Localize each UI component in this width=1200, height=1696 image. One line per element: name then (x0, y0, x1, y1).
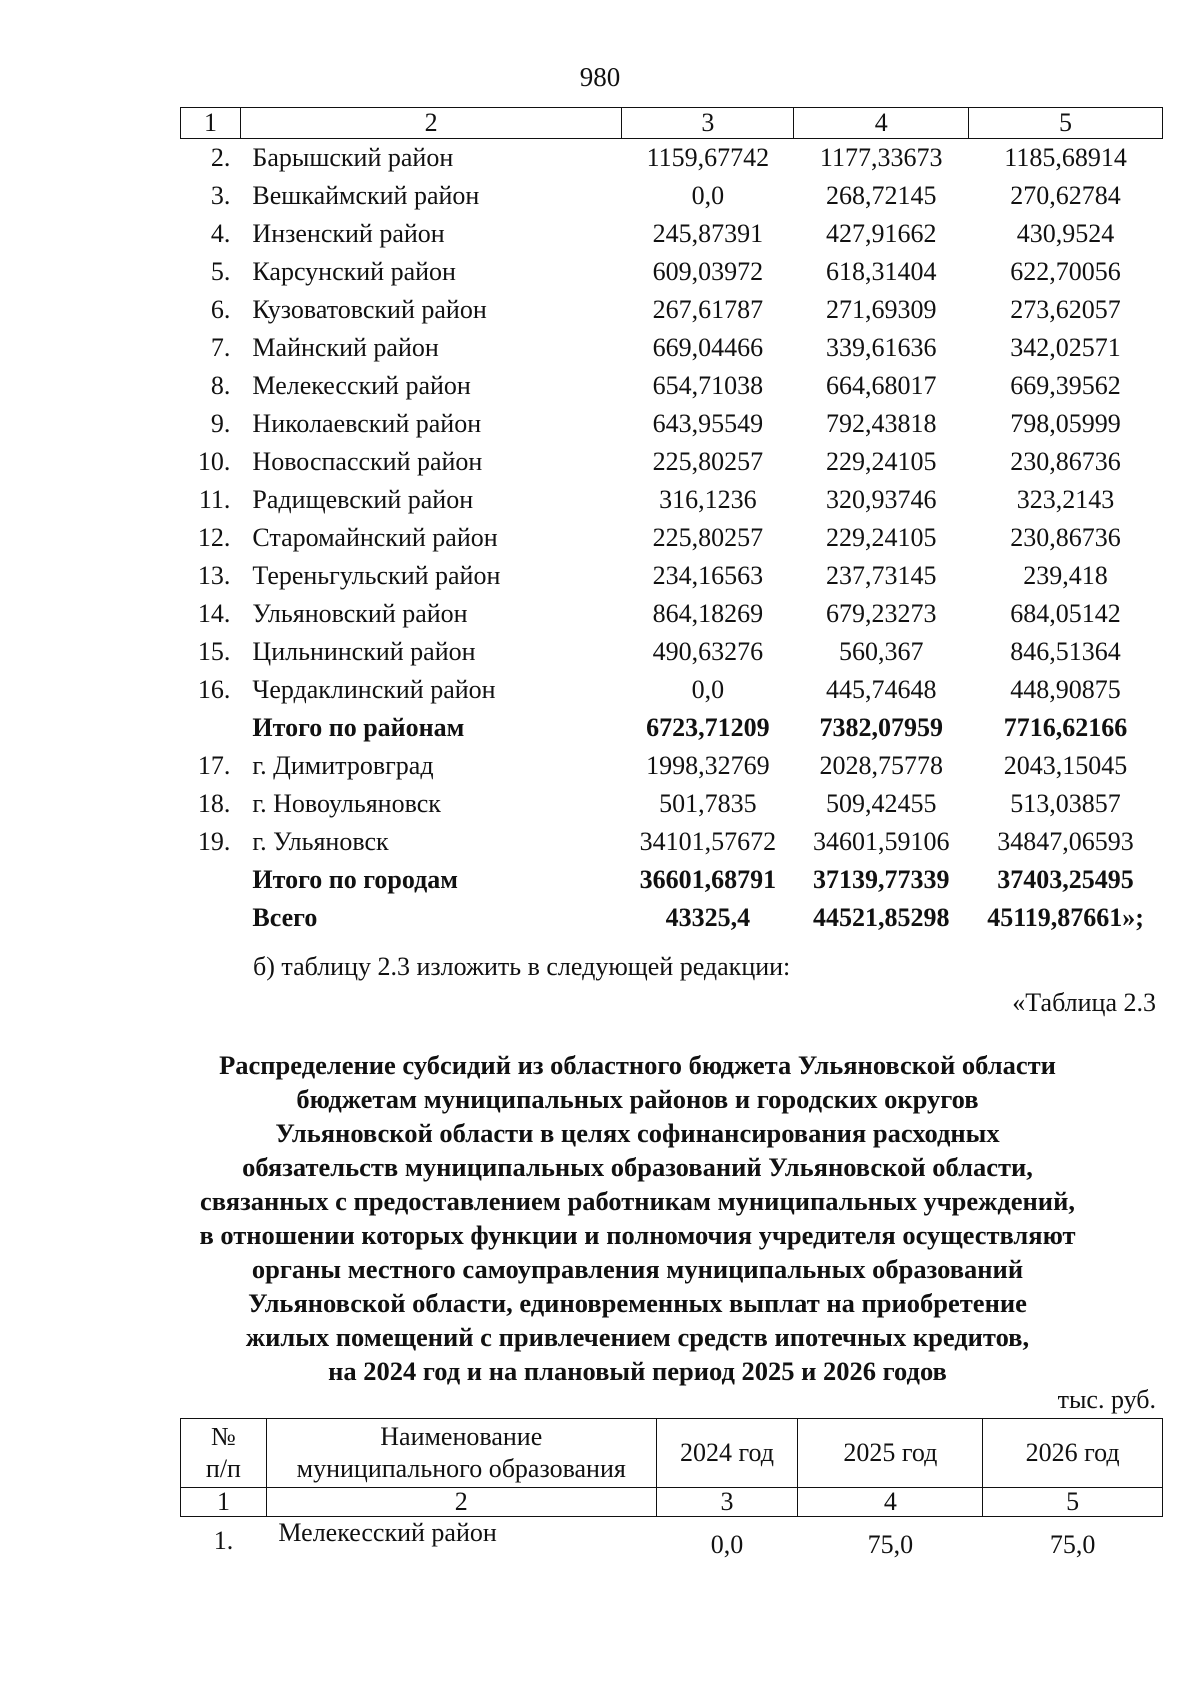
value-2026: 513,03857 (1010, 789, 1121, 818)
value-2025: 37139,77339 (812, 865, 950, 894)
value-2024: 669,04466 (652, 333, 764, 362)
column-number: 2 (240, 108, 622, 139)
value-2025: 679,23273 (825, 599, 937, 628)
value-2025: 664,68017 (825, 371, 937, 400)
municipality-name: Итого по районам (252, 713, 465, 742)
value-2025: 445,74648 (825, 675, 937, 704)
row-number: 4. (210, 219, 231, 248)
total-row (181, 899, 1163, 937)
unit-label: тыс. руб. (1057, 1385, 1156, 1414)
municipality-name: Новоспасский район (252, 447, 483, 476)
title-line: на 2024 год и на плановый период 2025 и 2026 годов (328, 1356, 947, 1386)
row-number: 1. (213, 1526, 234, 1555)
title-line: обязательств муниципальных образований Ульяновской области, (242, 1152, 1033, 1182)
row-number: 2. (210, 143, 231, 172)
table-body (181, 139, 1163, 938)
value-2024: 316,1236 (659, 485, 757, 514)
row-number: 13. (197, 561, 231, 590)
table-label: «Таблица 2.3 (1012, 988, 1156, 1017)
municipality-name: Радищевский район (252, 485, 474, 514)
column-number: 3 (656, 1488, 798, 1517)
value-2024: 6723,71209 (646, 713, 770, 742)
header-row (181, 1419, 1163, 1488)
title-line: связанных с предоставлением работникам муниципальных учреждений, (200, 1186, 1075, 1216)
column-number: 4 (794, 108, 969, 139)
row-number: 18. (197, 789, 231, 818)
row-number: 9. (210, 409, 231, 438)
row-number: 10. (197, 447, 231, 476)
table-row (181, 139, 1163, 178)
row-number: 3. (210, 181, 231, 210)
value-2026: 239,418 (1023, 561, 1108, 590)
table-row (181, 519, 1163, 557)
value-2025: 1177,33673 (819, 143, 943, 172)
column-number: 3 (622, 108, 794, 139)
municipality-name: Майнский район (252, 333, 439, 362)
municipality-name: г. Новоульяновск (252, 789, 441, 818)
table-row (181, 747, 1163, 785)
row-number (181, 899, 241, 937)
value-2025: 229,24105 (825, 523, 937, 552)
title-line: Ульяновской области в целях софинансирования расходных (275, 1118, 1000, 1148)
municipality-name: Мелекесский район (278, 1518, 497, 1547)
value-2025: 560,367 (838, 637, 924, 666)
municipality-name: Цильнинский район (252, 637, 476, 666)
header-2025: 2025 год (798, 1419, 983, 1488)
page-number: 980 (579, 62, 621, 92)
value-2026: 622,70056 (1010, 257, 1121, 286)
value-2024: 225,80257 (652, 523, 764, 552)
title-line: жилых помещений с привлечением средств ипотечных кредитов, (245, 1322, 1030, 1352)
value-2025: 268,72145 (825, 181, 937, 210)
value-2024: 36601,68791 (639, 865, 777, 894)
header-name-line: Наименование (380, 1422, 543, 1451)
row-number: 14. (197, 599, 231, 628)
row-number: 8. (210, 371, 231, 400)
value-2026: 230,86736 (1010, 447, 1121, 476)
municipality-name: Вешкаймский район (252, 181, 480, 210)
value-2026: 45119,87661»; (987, 903, 1144, 932)
table-row (181, 1517, 1163, 1566)
value-2026: 270,62784 (1010, 181, 1121, 210)
value-2025: 271,69309 (825, 295, 937, 324)
municipality-name: Ульяновский район (252, 599, 468, 628)
table-row (181, 595, 1163, 633)
subsidy-table-continued (180, 107, 1163, 937)
municipality-name: Итого по городам (252, 865, 458, 894)
column-number: 5 (969, 108, 1163, 139)
row-number: 7. (210, 333, 231, 362)
value-2024: 501,7835 (659, 789, 757, 818)
header-number (181, 1419, 267, 1488)
value-2024: 43325,4 (665, 903, 751, 932)
column-number: 1 (181, 1488, 267, 1517)
row-number: 16. (197, 675, 231, 704)
header-number-line: № (211, 1422, 236, 1451)
municipality-name: Мелекесский район (252, 371, 471, 400)
value-2024: 34101,57672 (639, 827, 777, 856)
table-row (181, 823, 1163, 861)
municipality-name: Тереньгульский район (252, 561, 501, 590)
table-row (181, 785, 1163, 823)
table-row (181, 215, 1163, 253)
municipality-name: Николаевский район (252, 409, 482, 438)
value-2024: 0,0 (710, 1530, 744, 1559)
value-2026: 273,62057 (1010, 295, 1121, 324)
table-title (150, 1048, 1125, 1388)
value-2025: 427,91662 (825, 219, 937, 248)
table-row (181, 557, 1163, 595)
value-2025: 2028,75778 (819, 751, 943, 780)
value-2024: 609,03972 (652, 257, 764, 286)
row-number: 11. (198, 485, 231, 514)
value-2024: 234,16563 (652, 561, 764, 590)
municipality-name: Инзенский район (252, 219, 445, 248)
title-line: Ульяновской области, единовременных выплат на приобретение (248, 1288, 1027, 1318)
row-number (181, 861, 241, 899)
column-number: 2 (266, 1488, 656, 1517)
value-2026: 37403,25495 (997, 865, 1134, 894)
row-number: 6. (210, 295, 231, 324)
value-2024: 490,63276 (652, 637, 764, 666)
table-body (181, 1517, 1163, 1566)
column-number-row (181, 108, 1163, 139)
row-number: 15. (197, 637, 231, 666)
value-2024: 654,71038 (652, 371, 764, 400)
row-number: 19. (197, 827, 231, 856)
value-2026: 342,02571 (1010, 333, 1121, 362)
value-2024: 1998,32769 (646, 751, 770, 780)
value-2025: 509,42455 (825, 789, 937, 818)
table-row (181, 329, 1163, 367)
table-row (181, 633, 1163, 671)
value-2025: 237,73145 (825, 561, 937, 590)
value-2026: 2043,15045 (1003, 751, 1128, 780)
value-2026: 684,05142 (1010, 599, 1121, 628)
value-2024: 1159,67742 (646, 143, 770, 172)
value-2024: 245,87391 (652, 219, 764, 248)
table-row (181, 443, 1163, 481)
table-row (181, 177, 1163, 215)
total-row (181, 861, 1163, 899)
value-2026: 230,86736 (1010, 523, 1121, 552)
municipality-name: г. Димитровград (252, 751, 434, 780)
value-2025: 792,43818 (825, 409, 937, 438)
value-2026: 798,05999 (1010, 409, 1121, 438)
value-2024: 864,18269 (652, 599, 764, 628)
header-number-line: п/п (205, 1454, 241, 1483)
table-row (181, 367, 1163, 405)
title-line: бюджетам муниципальных районов и городских округов (296, 1084, 979, 1114)
value-2025: 75,0 (867, 1530, 914, 1559)
table-row (181, 253, 1163, 291)
value-2026: 323,2143 (1016, 485, 1115, 514)
value-2025: 229,24105 (825, 447, 937, 476)
row-number (181, 709, 241, 747)
table-row (181, 481, 1163, 519)
municipality-name: Чердаклинский район (252, 675, 496, 704)
amendment-note: б) таблицу 2.3 изложить в следующей редакции: (253, 952, 791, 981)
value-2025: 320,93746 (825, 485, 937, 514)
value-2024: 643,95549 (652, 409, 764, 438)
value-2025: 7382,07959 (819, 713, 943, 742)
table-row (181, 671, 1163, 709)
municipality-name: Старомайнский район (252, 523, 498, 552)
table-row (181, 291, 1163, 329)
value-2025: 618,31404 (825, 257, 937, 286)
header-2026: 2026 год (983, 1419, 1163, 1488)
value-2024: 0,0 (691, 675, 725, 704)
title-line: в отношении которых функции и полномочия учредителя осуществляют (199, 1220, 1076, 1250)
value-2026: 75,0 (1049, 1530, 1096, 1559)
municipality-name: Всего (252, 903, 318, 932)
row-number: 17. (197, 751, 231, 780)
value-2026: 430,9524 (1016, 219, 1115, 248)
column-number-row (181, 1488, 1163, 1517)
value-2026: 7716,62166 (1003, 713, 1128, 742)
municipality-name: Кузоватовский район (252, 295, 487, 324)
municipality-name: г. Ульяновск (252, 827, 389, 856)
title-line: Распределение субсидий из областного бюджета Ульяновской области (219, 1050, 1056, 1080)
municipality-name: Карсунский район (252, 257, 456, 286)
value-2024: 0,0 (691, 181, 725, 210)
value-2025: 34601,59106 (812, 827, 950, 856)
value-2025: 339,61636 (825, 333, 937, 362)
value-2026: 34847,06593 (997, 827, 1134, 856)
subsidy-table-2-3 (180, 1418, 1163, 1565)
column-number: 5 (983, 1488, 1163, 1517)
header-2024: 2024 год (656, 1419, 798, 1488)
row-number: 5. (210, 257, 231, 286)
header-name (266, 1419, 656, 1488)
total-row (181, 709, 1163, 747)
column-number: 4 (798, 1488, 983, 1517)
value-2026: 846,51364 (1010, 637, 1121, 666)
header-name-line: муниципального образования (296, 1454, 626, 1483)
value-2026: 448,90875 (1010, 675, 1121, 704)
value-2025: 44521,85298 (812, 903, 950, 932)
value-2024: 225,80257 (652, 447, 764, 476)
value-2026: 1185,68914 (1004, 143, 1127, 172)
row-number: 12. (197, 523, 231, 552)
value-2026: 669,39562 (1010, 371, 1121, 400)
value-2024: 267,61787 (652, 295, 764, 324)
municipality-name: Барышский район (252, 143, 454, 172)
table-row (181, 405, 1163, 443)
title-line: органы местного самоуправления муниципальных образований (251, 1254, 1024, 1284)
column-number: 1 (181, 108, 241, 139)
